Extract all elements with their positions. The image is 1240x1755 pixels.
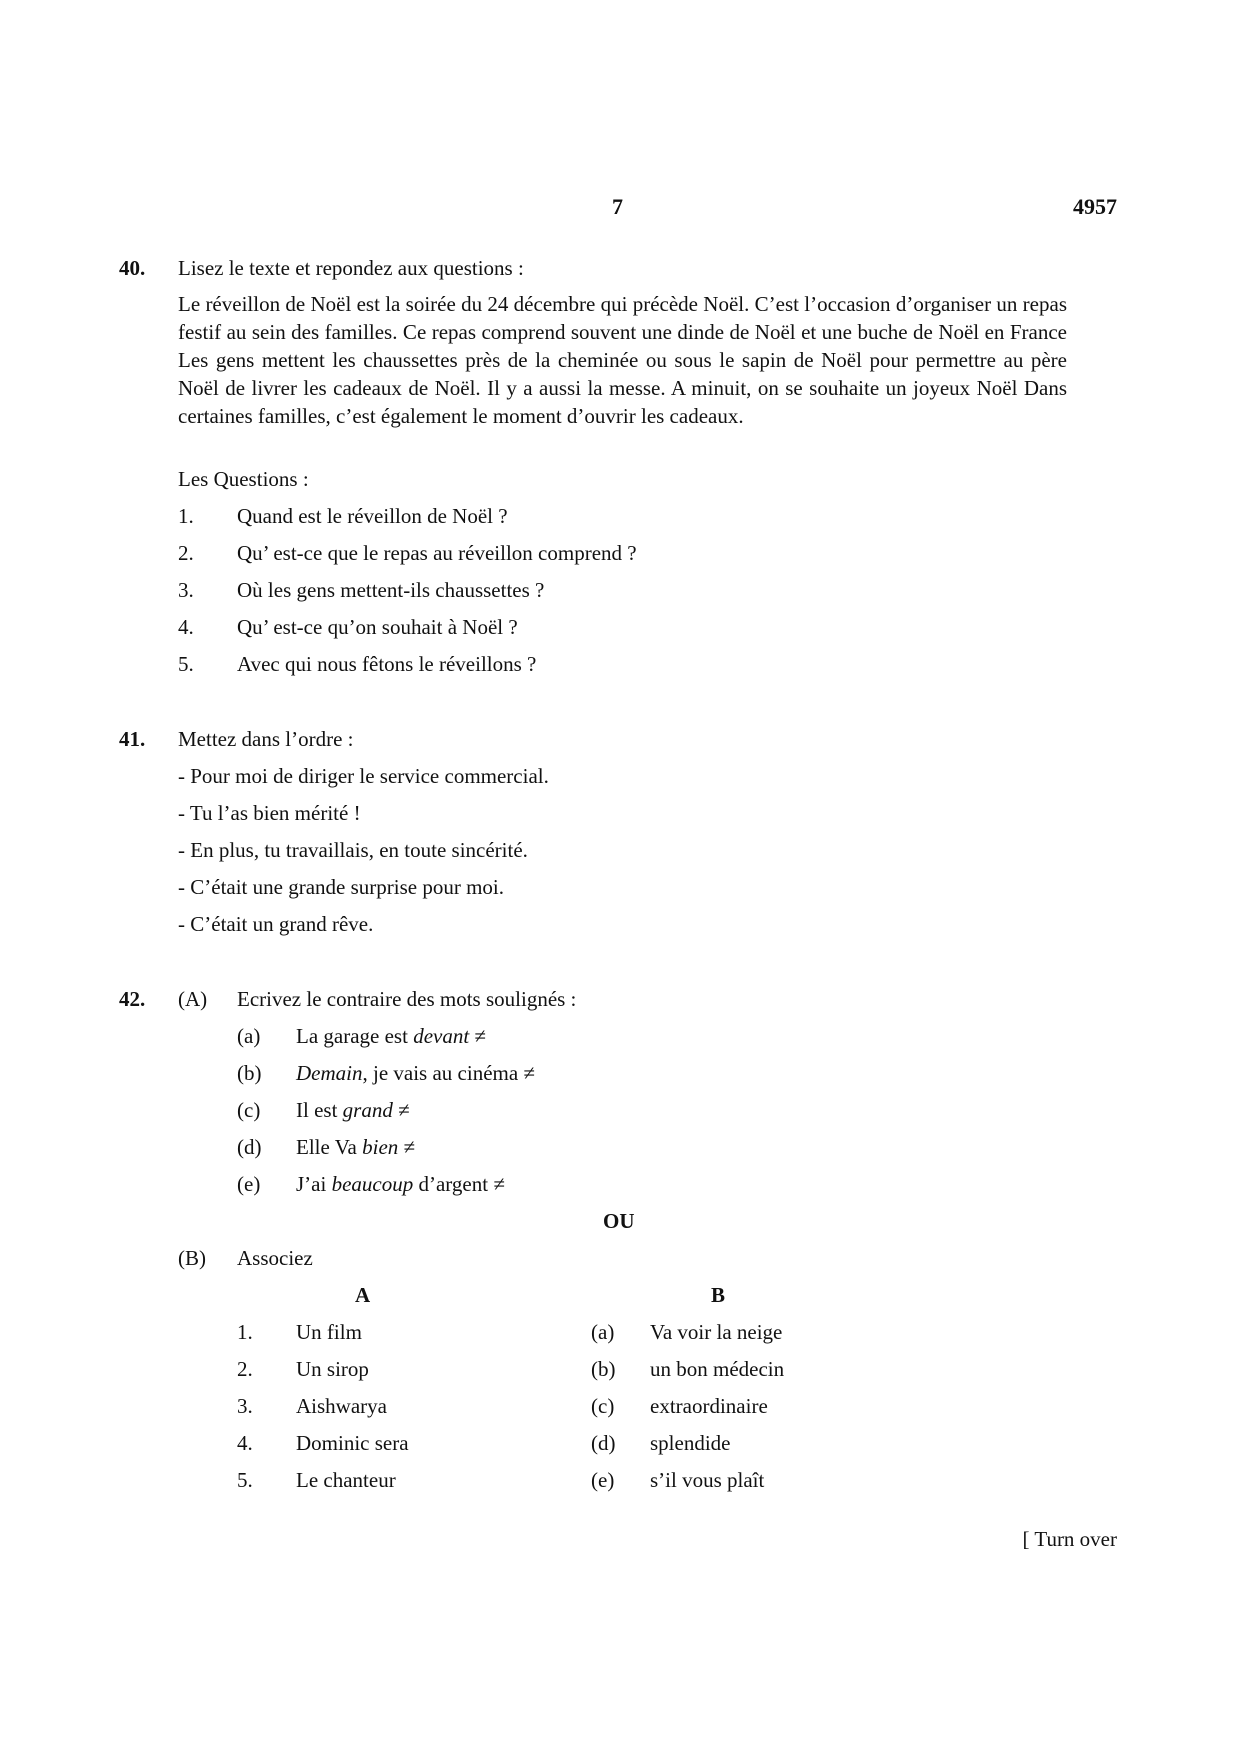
match-a-text: Le chanteur (296, 1468, 396, 1492)
item-text-before: Elle Va (296, 1135, 363, 1159)
list-item-number: 5. (178, 652, 194, 676)
question-41-prompt: Mettez dans l’ordre : (178, 727, 354, 751)
part-a-prompt: Ecrivez le contraire des mots soulignés : (237, 987, 577, 1011)
list-item-text: Qu’ est-ce qu’on souhait à Noël ? (237, 615, 518, 639)
item-text-after: , je vais au cinéma ≠ (362, 1061, 535, 1085)
column-a-header: A (355, 1283, 371, 1307)
match-letter: (b) (591, 1357, 616, 1381)
question-40-passage: Le réveillon de Noël est la soirée du 24 décembre qui précède Noël. C’est l’occasion d’organiser un repas festif au sein des familles. Ce repas comprend souvent une dinde de Noël et une buche de Noël en France Les gens mettent les chaussettes près de la cheminée ou sous le sapin de Noël pour permettre au père Noël de livrer les cadeaux de Noël. Il y a aussi la messe. A minuit, on se souhaite un joyeux Noël Dans certaines familles, c’est également le moment d’ouvrir les cadeaux. (178, 292, 1067, 428)
part-b-label: (B) (178, 1246, 206, 1270)
underlined-word: Demain (296, 1061, 363, 1085)
questions-label: Les Questions : (178, 467, 309, 491)
underlined-word: devant (413, 1024, 470, 1048)
item-letter: (a) (237, 1024, 261, 1048)
underlined-word: grand (342, 1098, 393, 1122)
match-a-text: Un film (296, 1320, 362, 1344)
match-letter: (c) (591, 1394, 615, 1418)
match-letter: (d) (591, 1431, 616, 1455)
item-text-before: Il est (296, 1098, 343, 1122)
part-b-prompt: Associez (237, 1246, 313, 1270)
opposite-item (296, 1098, 410, 1123)
part-a-label: (A) (178, 987, 208, 1011)
list-item-number: 2. (178, 541, 194, 565)
list-item-number: 1. (178, 504, 194, 528)
list-item: - En plus, tu travaillais, en toute sincérité. (178, 838, 528, 862)
turn-over-note: [ Turn over (1022, 1527, 1117, 1551)
item-letter: (c) (237, 1098, 261, 1122)
item-text-after: ≠ (398, 1135, 416, 1159)
list-item: - Pour moi de diriger le service commercial. (178, 764, 549, 788)
match-number: 3. (237, 1394, 253, 1418)
item-letter: (d) (237, 1135, 262, 1159)
question-40-number: 40. (119, 256, 146, 280)
list-item-text: Avec qui nous fêtons le réveillons ? (237, 652, 537, 676)
opposite-item (296, 1172, 505, 1197)
item-text-before: La garage est (296, 1024, 414, 1048)
question-42-number: 42. (119, 987, 146, 1011)
question-41-number: 41. (119, 727, 146, 751)
item-text-after: ≠ (469, 1024, 486, 1048)
match-b-text: Va voir la neige (650, 1320, 783, 1344)
match-a-text: Aishwarya (296, 1394, 387, 1418)
list-item-text: Quand est le réveillon de Noël ? (237, 504, 508, 528)
underlined-word: beaucoup (331, 1172, 414, 1196)
list-item-number: 3. (178, 578, 194, 602)
item-text-after: ≠ (392, 1098, 410, 1122)
match-letter: (e) (591, 1468, 615, 1492)
match-b-text: extraordinaire (650, 1394, 768, 1418)
match-a-text: Un sirop (296, 1357, 369, 1381)
question-40-prompt: Lisez le texte et repondez aux questions : (178, 256, 524, 280)
list-item: - C’était une grande surprise pour moi. (178, 875, 504, 899)
match-letter: (a) (591, 1320, 615, 1344)
or-separator: OU (603, 1209, 635, 1233)
list-item-text: Qu’ est-ce que le repas au réveillon comprend ? (237, 541, 637, 565)
match-number: 5. (237, 1468, 253, 1492)
list-item-number: 4. (178, 615, 194, 639)
list-item: - Tu l’as bien mérité ! (178, 801, 361, 825)
item-letter: (b) (237, 1061, 262, 1085)
underlined-word: bien (362, 1135, 399, 1159)
opposite-item (296, 1135, 415, 1160)
opposite-item (296, 1061, 535, 1086)
item-text-before: J’ai (296, 1172, 332, 1196)
match-a-text: Dominic sera (296, 1431, 409, 1455)
item-letter: (e) (237, 1172, 261, 1196)
match-b-text: s’il vous plaît (650, 1468, 765, 1492)
item-text-after: d’argent ≠ (413, 1172, 505, 1196)
match-b-text: un bon médecin (650, 1357, 785, 1381)
column-b-header: B (711, 1283, 726, 1307)
match-number: 1. (237, 1320, 253, 1344)
match-number: 4. (237, 1431, 253, 1455)
list-item-text: Où les gens mettent-ils chaussettes ? (237, 578, 545, 602)
paper-code: 4957 (1073, 194, 1117, 219)
list-item: - C’était un grand rêve. (178, 912, 374, 936)
match-b-text: splendide (650, 1431, 731, 1455)
page-number: 7 (612, 194, 623, 219)
match-number: 2. (237, 1357, 253, 1381)
opposite-item (296, 1024, 486, 1049)
